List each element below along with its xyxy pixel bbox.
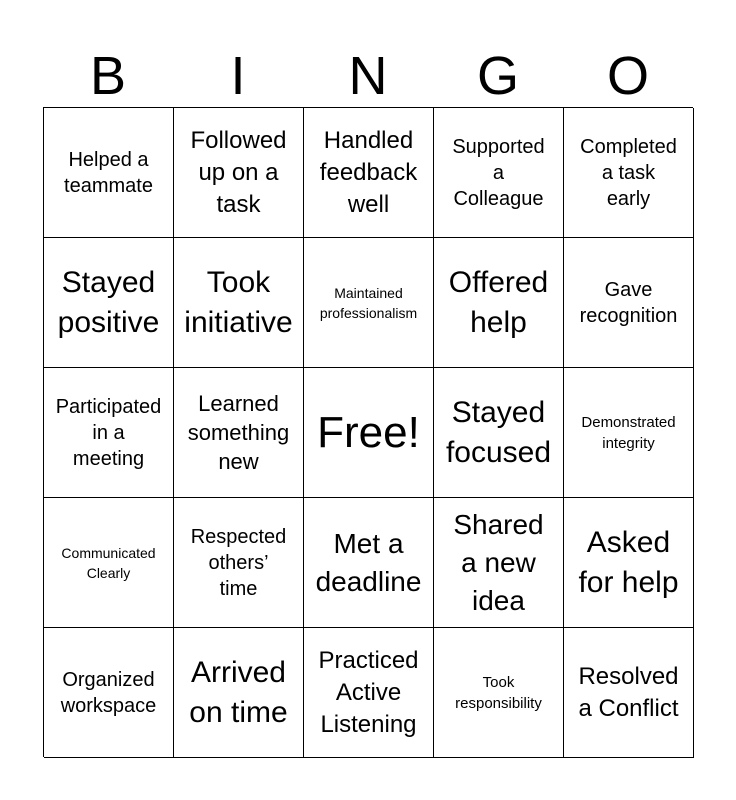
bingo-cell[interactable] — [304, 108, 434, 238]
cell-text: Practiced Active Listening — [318, 646, 419, 738]
cell-text: Gave recognition — [579, 278, 678, 327]
bingo-cell[interactable] — [44, 238, 174, 368]
bingo-cell[interactable] — [304, 238, 434, 368]
bingo-cell[interactable] — [174, 108, 304, 238]
bingo-cell[interactable] — [564, 108, 694, 238]
bingo-cell[interactable] — [434, 498, 564, 628]
bingo-cell[interactable] — [44, 368, 174, 498]
bingo-board — [43, 107, 693, 757]
cell-text: Helped a teammate — [64, 148, 153, 197]
bingo-cell[interactable] — [564, 238, 694, 368]
cell-text: Learned something new — [187, 391, 290, 474]
cell-text: Stayed focused — [445, 395, 552, 469]
bingo-cell[interactable] — [44, 628, 174, 758]
bingo-cell[interactable] — [174, 498, 304, 628]
cell-text: Participated in a meeting — [55, 395, 162, 470]
bingo-cell[interactable] — [564, 368, 694, 498]
bingo-cell[interactable] — [304, 498, 434, 628]
header-letter-o: O — [606, 46, 649, 106]
cell-text: Communicated Clearly — [61, 544, 156, 581]
cell-text: Free! — [317, 407, 420, 457]
bingo-cell[interactable] — [174, 628, 304, 758]
cell-text: Stayed positive — [57, 265, 160, 339]
header-letter-g: G — [476, 46, 519, 106]
bingo-cell[interactable] — [174, 238, 304, 368]
cell-text: Completed a task early — [580, 135, 677, 210]
cell-text: Organized workspace — [60, 668, 157, 717]
free-space[interactable] — [304, 368, 434, 498]
cell-text: Offered help — [448, 265, 549, 339]
bingo-cell[interactable] — [44, 498, 174, 628]
cell-text: Resolved a Conflict — [578, 662, 679, 722]
cell-text: Took initiative — [184, 265, 293, 339]
cell-text: Maintained professionalism — [319, 284, 418, 321]
cell-text: Took responsibility — [455, 673, 542, 712]
bingo-cell[interactable] — [434, 108, 564, 238]
cell-text: Met a deadline — [315, 527, 422, 597]
cell-text: Arrived on time — [189, 655, 288, 729]
header-letter-n: N — [348, 46, 388, 106]
bingo-cell[interactable] — [434, 368, 564, 498]
header-letter-b: B — [89, 46, 127, 106]
cell-text: Handled feedback well — [319, 126, 418, 218]
header-letter-i: I — [230, 46, 246, 106]
cell-text: Respected others’ time — [190, 525, 287, 600]
bingo-cell[interactable] — [304, 628, 434, 758]
cell-text: Asked for help — [578, 525, 679, 599]
bingo-header — [43, 48, 693, 104]
bingo-cell[interactable] — [434, 628, 564, 758]
bingo-cell[interactable] — [564, 628, 694, 758]
cell-text: Followed up on a task — [190, 126, 287, 218]
bingo-cell[interactable] — [174, 368, 304, 498]
bingo-cell[interactable] — [564, 498, 694, 628]
bingo-cell[interactable] — [434, 238, 564, 368]
cell-text: Demonstrated integrity — [581, 413, 676, 452]
bingo-cell[interactable] — [44, 108, 174, 238]
cell-text: Supported a Colleague — [452, 135, 545, 210]
cell-text: Shared a new idea — [453, 508, 544, 616]
